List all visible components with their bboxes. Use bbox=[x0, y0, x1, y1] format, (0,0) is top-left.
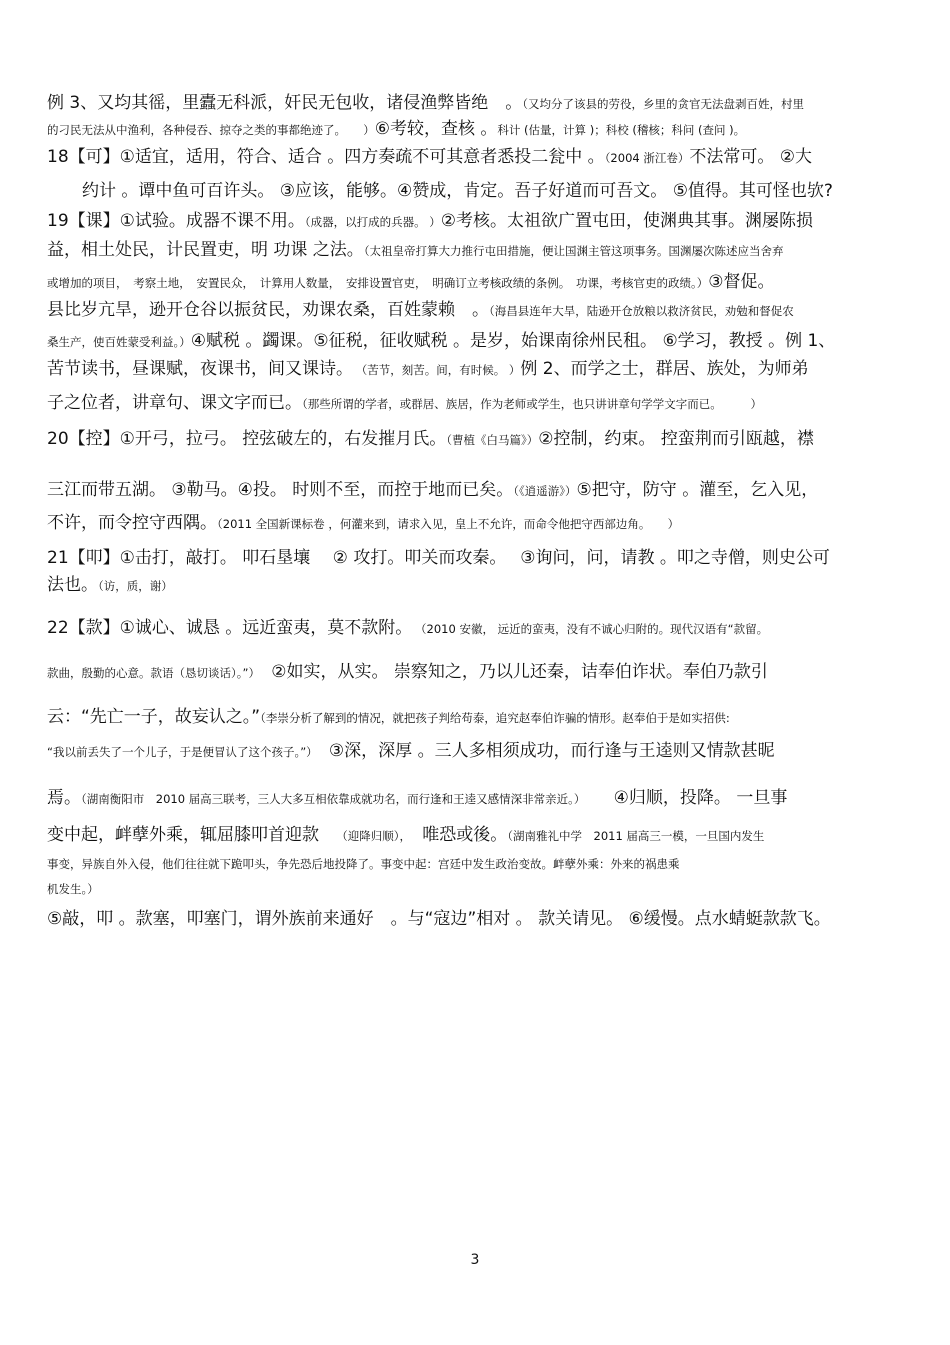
body-text: 子之位者，讲章句、课文字而已。 bbox=[47, 393, 302, 413]
text-line bbox=[47, 210, 910, 233]
annotation-text: （又均分了该县的劳役，乡里的贪官无法盘剥百姓，村里 bbox=[522, 97, 804, 111]
text-line bbox=[47, 330, 910, 353]
annotation-text: （李崇分析了解到的情况，就把孩子判给苟泰，追究赵奉伯诈骗的情形。赵奉伯于是如实招供: bbox=[260, 711, 730, 725]
body-text: 益，相土处民，计民置吏，明 功课 之法。 bbox=[47, 240, 364, 260]
annotation-text: （2010 安徽， 远近的蛮夷，没有不诚心归附的。现代汉语有“款留。 bbox=[420, 622, 769, 636]
annotation-text: （海昌县连年大旱，陆逊开仓放粮以救济贫民，劝勉和督促农 bbox=[489, 304, 794, 318]
text-line bbox=[47, 574, 910, 597]
annotation-text: （曹植《白马篇》） bbox=[446, 433, 539, 447]
annotation-text: “我以前丢失了一个儿子，于是便冒认了这个孩子。”） bbox=[47, 745, 312, 759]
annotation-text: 桑生产，使百姓蒙受利益。） bbox=[47, 335, 191, 349]
body-text: 不法常可。 ②大 bbox=[689, 147, 813, 167]
body-text: ②控制，约束。 控蛮荆而引瓯越，襟 bbox=[538, 429, 814, 449]
text-line bbox=[47, 740, 910, 763]
annotation-text: （湖南雅礼中学 2011 届高三一模，一旦国内发生 bbox=[507, 829, 765, 843]
annotation-text: （2004 浙江卷） bbox=[604, 151, 690, 165]
annotation-text: 事变，异族自外入侵，他们往往就下跪叩头，争先恐后地投降了。事变中起：宫廷中发生政治变故。衅孽外乘：外来的祸患乘 bbox=[47, 857, 680, 871]
body-text: 苦节读书，昼课赋，夜课书，间又课诗。 bbox=[47, 359, 362, 379]
body-text: 20【控】①开弓，拉弓。 控弦破左的，右发摧月氏。 bbox=[47, 429, 447, 449]
text-line bbox=[47, 824, 910, 847]
body-text: ⑥考较，查核 。 bbox=[374, 119, 498, 139]
body-text: ②如实，从实。 崇察知之，乃以儿还秦，诘奉伯诈状。奉伯乃款引 bbox=[254, 662, 768, 682]
text-line bbox=[47, 787, 910, 810]
body-text: ③督促。 bbox=[708, 272, 775, 292]
body-text: 县比岁亢旱，逊开仓谷以振贫民，劝课农桑，百姓蒙赖 。 bbox=[47, 300, 489, 320]
body-text: 法也。 bbox=[47, 575, 98, 595]
text-line bbox=[47, 908, 910, 930]
text-line bbox=[47, 92, 910, 115]
body-text: 例 2、而学之士，群居、族处，为师弟 bbox=[520, 359, 809, 379]
body-text: 不许，而令控守西隅。 bbox=[47, 513, 217, 533]
text-line bbox=[47, 547, 910, 569]
body-text: 21【叩】①击打，敲打。 叩石垦壤 ② 攻打。叩关而攻秦。 ③询问，问，请教 。叩之寺僧，则史公可 bbox=[47, 548, 830, 568]
text-line bbox=[47, 271, 910, 294]
text-line bbox=[47, 239, 910, 262]
annotation-text: （苦节，刻苦。间，有时候。 ） bbox=[361, 363, 521, 377]
annotation-text: （《逍遥游》） bbox=[513, 484, 577, 498]
text-line bbox=[82, 180, 910, 202]
body-text: 例 3、又均其徭，里蠹无科派，奸民无包收，诸侵渔弊皆绝 。 bbox=[47, 93, 523, 113]
text-line bbox=[47, 877, 910, 900]
annotation-text: （湖南衡阳市 2010 届高三联考，三人大多互相依靠成就功名，而行逢和王逵又感情深非常亲近。） bbox=[81, 792, 580, 806]
annotation-text: 的刁民无法从中渔利，各种侵吞、掠夺之类的事都绝迹了。 ） bbox=[47, 123, 375, 137]
text-line bbox=[47, 617, 910, 640]
text-line bbox=[47, 118, 910, 141]
body-text: ③深，深厚 。三人多相须成功，而行逢与王逵则又情款甚昵 bbox=[311, 741, 775, 761]
annotation-text: （那些所谓的学者，或群居、族居，作为老师或学生，也只讲讲章句学学文字而已。 ） bbox=[302, 397, 762, 411]
annotation-text: 科计 (估量，计算 )；科校 (稽核；科问 (查问 )。 bbox=[497, 123, 746, 137]
annotation-text: 或增加的项目， 考察土地， 安置民众， 计算用人数量， 安排设置官吏， 明确订立考核政绩的条例。 功课，考核官吏的政绩。） bbox=[47, 276, 709, 290]
annotation-text: 机发生。） bbox=[47, 882, 99, 896]
annotation-text: （访，质，谢） bbox=[98, 579, 173, 593]
text-line bbox=[47, 706, 910, 729]
text-line bbox=[47, 852, 910, 875]
annotation-text: 款曲，殷勤的心意。款语（恳切谈话）。”） bbox=[47, 666, 255, 680]
text-line bbox=[47, 428, 910, 451]
text-line bbox=[47, 146, 910, 169]
text-line bbox=[47, 358, 910, 381]
annotation-text: （2011 全国新课标卷 ，何灌来到，请求入见，皇上不允许，而命令他把守西部边角。 ） bbox=[217, 517, 680, 531]
annotation-text: （太祖皇帝打算大力推行屯田措施，便让国渊主管这项事务。国渊屡次陈述应当舍弃 bbox=[363, 244, 784, 258]
annotation-text: （成器，以打成的兵器。 ） bbox=[304, 215, 441, 229]
body-text: 19【课】①试验。成器不课不用。 bbox=[47, 211, 305, 231]
body-text: 云：“先亡一子，故妄认之。” bbox=[47, 707, 261, 727]
text-line bbox=[47, 392, 910, 415]
text-line bbox=[47, 512, 910, 535]
body-text: 三江而带五湖。 ③勒马。④投。 时则不至，而控于地而已矣。 bbox=[47, 480, 514, 500]
text-line bbox=[47, 661, 910, 684]
body-text: ②考核。太祖欲广置屯田，使渊典其事。渊屡陈损 bbox=[440, 211, 814, 231]
text-line bbox=[47, 299, 910, 322]
body-text: 焉。 bbox=[47, 788, 81, 808]
body-text: ⑤把守，防守 。灌至，乞入见， bbox=[576, 480, 819, 500]
body-text: 22【款】①诚心、诚恳 。远近蛮夷，莫不款附。 bbox=[47, 618, 421, 638]
body-text: ⑤敲，叩 。款塞，叩塞门，谓外族前来通好 。与“寇边”相对 。 款关请见。 ⑥缓慢。点水蜻蜓款款飞。 bbox=[47, 909, 831, 929]
body-text: 变中起，衅孽外乘，辄屈膝叩首迎款 bbox=[47, 825, 319, 845]
body-text: ④赋税 。蠲课。⑤征税，征收赋税 。是岁，始课南徐州民租。 ⑥学习，教授 。例 1、 bbox=[190, 331, 836, 351]
page-number: 3 bbox=[470, 1252, 480, 1268]
body-text: 18【可】①适宜，适用，符合、适合 。四方奏疏不可其意者悉投二瓮中 。 bbox=[47, 147, 605, 167]
body-text: ④归顺，投降。 一旦事 bbox=[579, 788, 788, 808]
text-line bbox=[47, 479, 910, 502]
annotation-text: （迎降归顺）， bbox=[319, 829, 406, 843]
body-text: 约计 。谭中鱼可百许头。 ③应该，能够。④赞成，肯定。吾子好道而可吾文。 ⑤值得。其可怪也欤? bbox=[82, 181, 833, 201]
body-text: 唯恐或後。 bbox=[405, 825, 508, 845]
